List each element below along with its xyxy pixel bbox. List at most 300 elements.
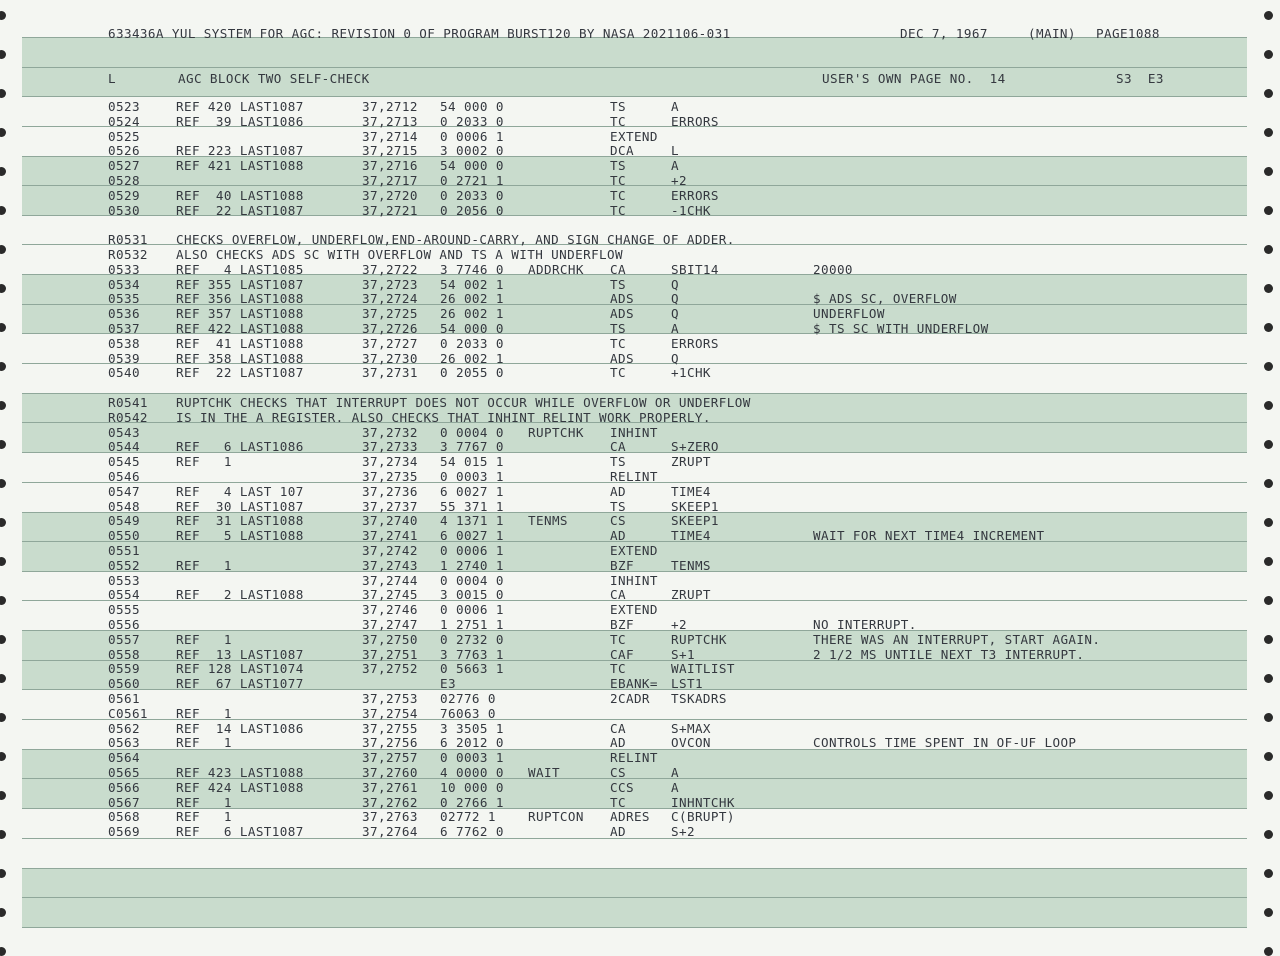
line-ref: REF 421 LAST1088: [176, 158, 304, 174]
subheader-letter: L: [108, 71, 116, 86]
line-word: 54 000 0: [440, 99, 504, 114]
listing-line: [0, 247, 1280, 262]
line-word: 3 0002 0: [440, 143, 504, 159]
listing-line: [0, 395, 1280, 410]
line-word: 54 000 0: [440, 158, 504, 174]
line-word: 0 0004 0: [440, 572, 504, 588]
line-num: 0547: [108, 483, 140, 499]
line-word: 26 002 1: [440, 306, 504, 322]
line-num: 0536: [108, 306, 140, 322]
line-label: TENMS: [528, 513, 568, 529]
line-num: 0551: [108, 543, 140, 558]
line-op: TS: [610, 454, 626, 470]
line-op: EXTEND: [610, 602, 658, 618]
line-num: R0532: [108, 247, 148, 262]
line-num: 0556: [108, 617, 140, 632]
line-op: CS: [610, 765, 626, 780]
line-ref: REF 22 LAST1087: [176, 365, 304, 381]
line-num: 0530: [108, 202, 140, 218]
line-addr: 37,2713: [362, 113, 418, 129]
line-ref: REF 2 LAST1088: [176, 587, 304, 603]
line-addr: 37,2720: [362, 187, 418, 203]
line-word: 26 002 1: [440, 291, 504, 307]
listing-line: [0, 158, 1280, 173]
line-operand: ZRUPT: [671, 587, 711, 603]
line-word: 54 000 0: [440, 321, 504, 336]
line-operand: C(BRUPT): [671, 809, 735, 825]
listing-line: [0, 795, 1280, 810]
line-operand: S+MAX: [671, 720, 711, 736]
line-word: 02776 0: [440, 691, 496, 706]
line-num: 0559: [108, 661, 140, 677]
header-page: PAGE1088: [1096, 26, 1160, 41]
line-label: ADDRCHK: [528, 261, 584, 277]
line-addr: 37,2716: [362, 158, 418, 174]
line-operand: SBIT14: [671, 261, 719, 277]
line-operand: ZRUPT: [671, 454, 711, 470]
line-op: TC: [610, 113, 626, 129]
line-op: TS: [610, 321, 626, 336]
line-op: TS: [610, 498, 626, 514]
line-word: 26 002 1: [440, 350, 504, 366]
line-ref: REF 67 LAST1077: [176, 676, 304, 692]
line-num: 0569: [108, 824, 140, 840]
header-main: (MAIN): [1028, 26, 1076, 41]
line-op: TC: [610, 631, 626, 647]
line-num: 0564: [108, 750, 140, 766]
line-ref: REF 40 LAST1088: [176, 187, 304, 203]
line-word: 0 2732 0: [440, 631, 504, 647]
line-num: 0555: [108, 602, 140, 618]
line-addr: 37,2723: [362, 276, 418, 292]
listing-line: [0, 129, 1280, 144]
line-addr: 37,2754: [362, 705, 418, 721]
line-operand: S+2: [671, 824, 695, 840]
line-op: INHINT: [610, 424, 658, 440]
line-word: 4 0000 0: [440, 765, 504, 780]
line-ref: REF 357 LAST1088: [176, 306, 304, 322]
line-ref: REF 1: [176, 631, 232, 647]
line-op: AD: [610, 824, 626, 840]
line-addr: 37,2712: [362, 99, 418, 114]
line-text: ALSO CHECKS ADS SC WITH OVERFLOW AND TS A WITH UNDERFLOW: [176, 247, 623, 262]
line-operand: SKEEP1: [671, 498, 719, 514]
line-addr: 37,2743: [362, 557, 418, 573]
line-operand: A: [671, 99, 679, 114]
line-num: 0552: [108, 557, 140, 573]
line-num: 0535: [108, 291, 140, 307]
line-word: 0 2055 0: [440, 365, 504, 381]
line-ref: REF 423 LAST1088: [176, 765, 304, 780]
line-word: 54 015 1: [440, 454, 504, 470]
line-addr: 37,2721: [362, 202, 418, 218]
listing-line: [0, 143, 1280, 158]
listing-line: [0, 750, 1280, 765]
line-operand: Q: [671, 276, 679, 292]
line-label: WAIT: [528, 765, 560, 780]
listing-line: [0, 321, 1280, 336]
line-addr: 37,2763: [362, 809, 418, 825]
line-op: BZF: [610, 557, 634, 573]
line-num: 0534: [108, 276, 140, 292]
line-ref: REF 14 LAST1086: [176, 720, 304, 736]
line-word: 0 0003 1: [440, 750, 504, 766]
line-word: 0 5663 1: [440, 661, 504, 677]
line-op: TC: [610, 202, 626, 218]
line-ref: REF 356 LAST1088: [176, 291, 304, 307]
line-operand: ERRORS: [671, 335, 719, 351]
line-text: IS IN THE A REGISTER. ALSO CHECKS THAT INHINT RELINT WORK PROPERLY.: [176, 409, 711, 425]
listing-line: [0, 232, 1280, 247]
listing-line: [0, 558, 1280, 573]
line-ref: REF 31 LAST1088: [176, 513, 304, 529]
line-op: AD: [610, 483, 626, 499]
line-word: 6 7762 0: [440, 824, 504, 840]
line-num: 0545: [108, 454, 140, 470]
line-addr: 37,2741: [362, 528, 418, 544]
subheader-code: S3 E3: [1116, 71, 1164, 86]
line-ref: REF 6 LAST1087: [176, 824, 304, 840]
listing-line: [0, 617, 1280, 632]
line-word: 1 2740 1: [440, 557, 504, 573]
line-word: 3 7746 0: [440, 261, 504, 277]
line-op: TC: [610, 661, 626, 677]
line-operand: S+1: [671, 646, 695, 662]
listing-line: [0, 647, 1280, 662]
line-num: R0541: [108, 395, 148, 410]
line-num: 0538: [108, 335, 140, 351]
listing-line: [0, 543, 1280, 558]
line-addr: 37,2732: [362, 424, 418, 440]
line-operand: WAITLIST: [671, 661, 735, 677]
line-op: RELINT: [610, 750, 658, 766]
line-word: 0 2766 1: [440, 794, 504, 810]
line-ref: REF 39 LAST1086: [176, 113, 304, 129]
line-ref: REF 1: [176, 705, 232, 721]
listing-line: [0, 439, 1280, 454]
line-text: CHECKS OVERFLOW, UNDERFLOW,END-AROUND-CARRY, AND SIGN CHANGE OF ADDER.: [176, 232, 735, 248]
line-op: EBANK=: [610, 676, 658, 692]
line-operand: Q: [671, 350, 679, 366]
line-operand: Q: [671, 291, 679, 307]
line-operand: +2: [671, 173, 687, 188]
line-operand: TSKADRS: [671, 691, 727, 706]
line-word: 0 2056 0: [440, 202, 504, 218]
line-word: 3 0015 0: [440, 587, 504, 603]
line-comment: $ ADS SC, OVERFLOW: [813, 291, 957, 307]
line-comment: 20000: [813, 261, 853, 277]
line-operand: L: [671, 143, 679, 159]
line-addr: 37,2750: [362, 631, 418, 647]
line-num: 0562: [108, 720, 140, 736]
line-num: 0548: [108, 498, 140, 514]
line-ref: REF 422 LAST1088: [176, 321, 304, 336]
listing-line: [0, 484, 1280, 499]
line-addr: 37,2740: [362, 513, 418, 529]
line-addr: 37,2722: [362, 261, 418, 277]
line-addr: 37,2733: [362, 439, 418, 455]
listing-line: [0, 513, 1280, 528]
line-num: 0567: [108, 794, 140, 810]
line-num: 0558: [108, 646, 140, 662]
listing-line: [0, 291, 1280, 306]
listing-line: [0, 336, 1280, 351]
line-num: 0539: [108, 350, 140, 366]
line-operand: LST1: [671, 676, 703, 692]
line-ref: REF 13 LAST1087: [176, 646, 304, 662]
line-op: EXTEND: [610, 543, 658, 558]
listing-line: [0, 351, 1280, 366]
line-word: 54 002 1: [440, 276, 504, 292]
listing-line: [0, 587, 1280, 602]
line-word: 0 0006 1: [440, 543, 504, 558]
line-addr: 37,2731: [362, 365, 418, 381]
line-ref: REF 5 LAST1088: [176, 528, 304, 544]
line-word: 3 3505 1: [440, 720, 504, 736]
line-addr: 37,2735: [362, 469, 418, 484]
line-num: 0553: [108, 572, 140, 588]
line-op: TC: [610, 365, 626, 381]
line-op: ADS: [610, 350, 634, 366]
line-addr: 37,2714: [362, 128, 418, 144]
listing-line: [0, 602, 1280, 617]
line-addr: 37,2737: [362, 498, 418, 514]
line-op: CS: [610, 513, 626, 529]
line-addr: 37,2756: [362, 735, 418, 751]
line-op: INHINT: [610, 572, 658, 588]
line-ref: REF 223 LAST1087: [176, 143, 304, 159]
listing-line: [0, 306, 1280, 321]
line-num: 0561: [108, 691, 140, 706]
line-word: 6 0027 1: [440, 528, 504, 544]
line-num: R0531: [108, 232, 148, 248]
line-word: 0 2721 1: [440, 173, 504, 188]
listing-line: [0, 99, 1280, 114]
listing-line: [0, 262, 1280, 277]
line-ref: REF 1: [176, 794, 232, 810]
listing-line: [0, 454, 1280, 469]
line-op: EXTEND: [610, 128, 658, 144]
line-op: CA: [610, 587, 626, 603]
line-addr: 37,2725: [362, 306, 418, 322]
line-addr: 37,2755: [362, 720, 418, 736]
line-op: TS: [610, 158, 626, 174]
line-num: 0523: [108, 99, 140, 114]
line-word: 0 0006 1: [440, 602, 504, 618]
line-addr: 37,2745: [362, 587, 418, 603]
line-label: RUPTCON: [528, 809, 584, 825]
line-num: 0524: [108, 113, 140, 129]
line-num: C0561: [108, 705, 148, 721]
listing-line: [0, 765, 1280, 780]
line-word: 0 2033 0: [440, 113, 504, 129]
line-op: DCA: [610, 143, 634, 159]
line-op: AD: [610, 735, 626, 751]
line-op: TC: [610, 173, 626, 188]
line-operand: SKEEP1: [671, 513, 719, 529]
line-op: CAF: [610, 646, 634, 662]
line-operand: RUPTCHK: [671, 631, 727, 647]
line-operand: TENMS: [671, 557, 711, 573]
line-addr: 37,2742: [362, 543, 418, 558]
line-ref: REF 1: [176, 557, 232, 573]
line-label: RUPTCHK: [528, 424, 584, 440]
header-date: DEC 7, 1967: [900, 26, 988, 41]
line-comment: $ TS SC WITH UNDERFLOW: [813, 321, 989, 336]
line-ref: REF 1: [176, 735, 232, 751]
line-op: TS: [610, 276, 626, 292]
line-op: TS: [610, 99, 626, 114]
line-addr: 37,2747: [362, 617, 418, 632]
subheader-userpage: USER'S OWN PAGE NO. 14: [822, 71, 1006, 86]
line-addr: 37,2764: [362, 824, 418, 840]
line-operand: ERRORS: [671, 113, 719, 129]
line-op: 2CADR: [610, 691, 650, 706]
line-ref: REF 22 LAST1087: [176, 202, 304, 218]
listing-line: [0, 735, 1280, 750]
listing-line: [0, 676, 1280, 691]
line-word: 4 1371 1: [440, 513, 504, 529]
line-op: AD: [610, 528, 626, 544]
line-op: CA: [610, 261, 626, 277]
line-word: 76063 0: [440, 705, 496, 721]
header-job: 633436A YUL SYSTEM FOR AGC: REVISION 0 OF PROGRAM BURST120 BY NASA 2021106-031: [108, 26, 731, 41]
line-num: 0546: [108, 469, 140, 484]
listing-line: [0, 365, 1280, 380]
line-num: 0554: [108, 587, 140, 603]
line-word: 3 7763 1: [440, 646, 504, 662]
line-op: ADS: [610, 291, 634, 307]
listing-line: [0, 632, 1280, 647]
listing-line: [0, 528, 1280, 543]
line-num: 0527: [108, 158, 140, 174]
line-addr: 37,2744: [362, 572, 418, 588]
line-ref: REF 41 LAST1088: [176, 335, 304, 351]
listing-line: [0, 809, 1280, 824]
line-text: RUPTCHK CHECKS THAT INTERRUPT DOES NOT OCCUR WHILE OVERFLOW OR UNDERFLOW: [176, 395, 751, 410]
line-word: 02772 1: [440, 809, 496, 825]
line-word: 0 0004 0: [440, 424, 504, 440]
line-num: 0544: [108, 439, 140, 455]
line-num: 0529: [108, 187, 140, 203]
listing-line: [0, 499, 1280, 514]
line-op: TC: [610, 187, 626, 203]
line-ref: REF 1: [176, 809, 232, 825]
line-op: ADRES: [610, 809, 650, 825]
listing-line: [0, 203, 1280, 218]
line-addr: 37,2727: [362, 335, 418, 351]
listing-line: [0, 425, 1280, 440]
line-ref: REF 358 LAST1088: [176, 350, 304, 366]
line-num: 0540: [108, 365, 140, 381]
listing-line: [0, 188, 1280, 203]
line-ref: REF 1: [176, 454, 232, 470]
line-operand: TIME4: [671, 528, 711, 544]
line-addr: 37,2753: [362, 691, 418, 706]
line-op: CA: [610, 720, 626, 736]
listing-line: [0, 410, 1280, 425]
line-num: 0549: [108, 513, 140, 529]
line-num: 0563: [108, 735, 140, 751]
line-operand: A: [671, 321, 679, 336]
line-op: TC: [610, 794, 626, 810]
line-addr: 37,2736: [362, 483, 418, 499]
listing-line: [0, 661, 1280, 676]
line-ref: REF 128 LAST1074: [176, 661, 304, 677]
line-addr: 37,2717: [362, 173, 418, 188]
line-word: 6 2012 0: [440, 735, 504, 751]
line-num: 0550: [108, 528, 140, 544]
line-operand: OVCON: [671, 735, 711, 751]
line-num: 0526: [108, 143, 140, 159]
line-comment: CONTROLS TIME SPENT IN OF-UF LOOP: [813, 735, 1077, 751]
listing-line: [0, 114, 1280, 129]
line-op: RELINT: [610, 469, 658, 484]
line-ref: REF 420 LAST1087: [176, 99, 304, 114]
line-num: 0557: [108, 631, 140, 647]
line-num: 0528: [108, 173, 140, 188]
line-comment: UNDERFLOW: [813, 306, 885, 322]
line-ref: REF 4 LAST 107: [176, 483, 304, 499]
line-addr: 37,2724: [362, 291, 418, 307]
line-addr: 37,2715: [362, 143, 418, 159]
line-addr: 37,2757: [362, 750, 418, 766]
line-ref: REF 30 LAST1087: [176, 498, 304, 514]
line-operand: TIME4: [671, 483, 711, 499]
line-operand: +2: [671, 617, 687, 632]
line-word: 0 0003 1: [440, 469, 504, 484]
line-num: 0560: [108, 676, 140, 692]
line-addr: 37,2762: [362, 794, 418, 810]
line-addr: 37,2752: [362, 661, 418, 677]
line-op: BZF: [610, 617, 634, 632]
line-op: ADS: [610, 306, 634, 322]
line-num: 0543: [108, 424, 140, 440]
line-addr: 37,2734: [362, 454, 418, 470]
line-num: R0542: [108, 409, 148, 425]
line-word: 0 2033 0: [440, 335, 504, 351]
subheader-title: AGC BLOCK TWO SELF-CHECK: [178, 71, 370, 86]
line-num: 0565: [108, 765, 140, 780]
line-op: TC: [610, 335, 626, 351]
line-comment: WAIT FOR NEXT TIME4 INCREMENT: [813, 528, 1045, 544]
listing-line: [0, 277, 1280, 292]
listing-line: [0, 573, 1280, 588]
line-addr: 37,2726: [362, 321, 418, 336]
line-addr: 37,2761: [362, 779, 418, 795]
line-operand: -1CHK: [671, 202, 711, 218]
line-num: 0537: [108, 321, 140, 336]
line-ref: REF 4 LAST1085: [176, 261, 304, 277]
line-operand: Q: [671, 306, 679, 322]
line-addr: 37,2751: [362, 646, 418, 662]
line-comment: THERE WAS AN INTERRUPT, START AGAIN.: [813, 631, 1101, 647]
line-word: E3: [440, 676, 456, 692]
line-num: 0568: [108, 809, 140, 825]
listing-line: [0, 824, 1280, 839]
line-word: 10 000 0: [440, 779, 504, 795]
line-operand: A: [671, 765, 679, 780]
line-word: 0 2033 0: [440, 187, 504, 203]
line-ref: REF 424 LAST1088: [176, 779, 304, 795]
line-addr: 37,2730: [362, 350, 418, 366]
line-addr: 37,2760: [362, 765, 418, 780]
line-operand: A: [671, 158, 679, 174]
listing-line: [0, 173, 1280, 188]
listing-line: [0, 721, 1280, 736]
line-num: 0566: [108, 779, 140, 795]
line-word: 3 7767 0: [440, 439, 504, 455]
